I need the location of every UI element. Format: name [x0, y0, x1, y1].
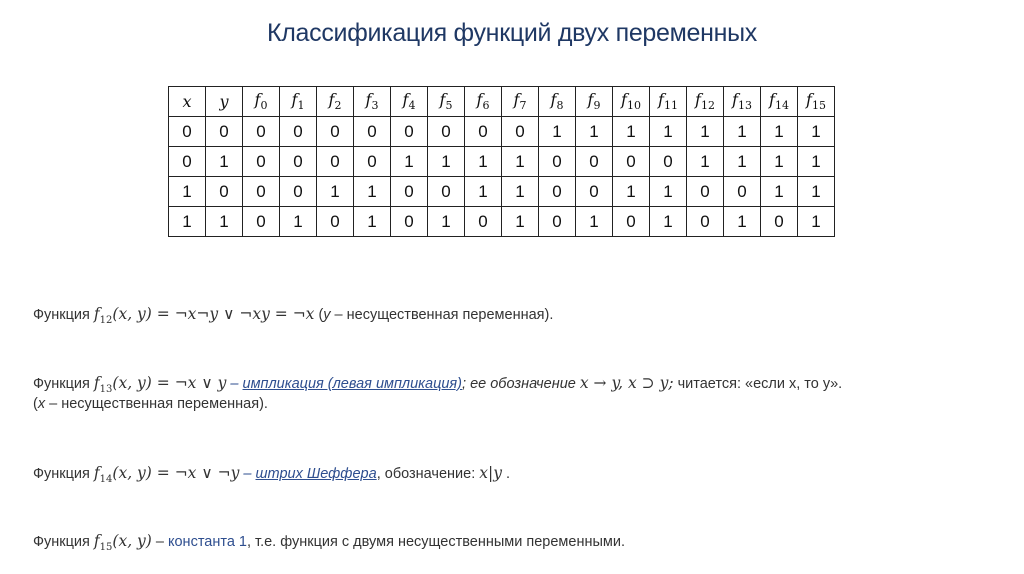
table-cell: 0 — [576, 177, 613, 207]
f14-notation: x|y — [479, 464, 503, 482]
f13-reads: читается: «если x, то y». — [673, 376, 843, 392]
truth-table-header-cell: $f_4$ — [391, 87, 428, 117]
table-cell: 1 — [724, 207, 761, 237]
table-cell: 0 — [761, 207, 798, 237]
table-cell: 0 — [206, 177, 243, 207]
f14-term: штрих Шеффера — [255, 466, 377, 482]
table-cell: 1 — [317, 177, 354, 207]
truth-table-header-cell: $f_{14}$ — [761, 87, 798, 117]
f13-line2-note: – несущественная переменная). — [45, 396, 268, 412]
table-cell: 1 — [428, 207, 465, 237]
f15-formula: (x, y) — [112, 532, 152, 550]
table-cell: 0 — [169, 147, 206, 177]
table-cell: 1 — [687, 147, 724, 177]
f12-formula: (x, y) = ¬x¬y ∨ ¬xy = ¬x — [112, 305, 315, 323]
f12-variable: y — [323, 307, 331, 323]
f15-function-symbol: $f_{15}$ — [93, 532, 113, 554]
f15-dash: – — [151, 534, 168, 550]
f13-term: импликация (левая импликация) — [242, 376, 463, 392]
f15-term: константа 1 — [167, 534, 247, 550]
truth-table-header-cell: $f_3$ — [354, 87, 391, 117]
f13-function-symbol: $f_{13}$ — [93, 374, 113, 396]
truth-table-header-cell: $f_6$ — [465, 87, 502, 117]
f13-description-line2: (x – несущественная переменная). — [33, 396, 268, 412]
table-cell: 1 — [650, 177, 687, 207]
table-cell: 0 — [391, 207, 428, 237]
table-cell: 1 — [650, 117, 687, 147]
f14-prefix: Функция — [33, 466, 94, 482]
f13-formula: (x, y) = ¬x ∨ y — [112, 374, 227, 392]
table-cell: 1 — [428, 147, 465, 177]
table-cell: 0 — [465, 117, 502, 147]
table-cell: 0 — [354, 147, 391, 177]
truth-table-header-cell: $f_{10}$ — [613, 87, 650, 117]
table-cell: 1 — [169, 177, 206, 207]
table-cell: 1 — [650, 207, 687, 237]
table-cell: 1 — [798, 177, 835, 207]
table-cell: 0 — [576, 147, 613, 177]
table-cell: 1 — [576, 117, 613, 147]
truth-table-header-cell: $f_9$ — [576, 87, 613, 117]
truth-table-header-cell: $f_{15}$ — [798, 87, 835, 117]
table-row — [169, 207, 835, 237]
table-cell: 0 — [317, 147, 354, 177]
f14-description — [33, 464, 510, 485]
truth-table-header-cell: x — [169, 87, 206, 117]
table-cell: 1 — [354, 207, 391, 237]
table-cell: 0 — [243, 117, 280, 147]
f12-function-symbol: $f_{12}$ — [93, 305, 113, 327]
table-cell: 1 — [206, 207, 243, 237]
table-cell: 0 — [206, 117, 243, 147]
table-cell: 0 — [280, 117, 317, 147]
table-cell: 0 — [613, 207, 650, 237]
table-cell: 0 — [169, 117, 206, 147]
table-cell: 0 — [391, 117, 428, 147]
f14-end: . — [502, 466, 511, 482]
table-cell: 1 — [502, 177, 539, 207]
table-cell: 1 — [798, 207, 835, 237]
table-cell: 0 — [391, 177, 428, 207]
table-cell: 0 — [428, 117, 465, 147]
table-cell: 0 — [724, 177, 761, 207]
f14-function-symbol: $f_{14}$ — [93, 464, 113, 486]
table-cell: 1 — [724, 147, 761, 177]
f12-note: – несущественная переменная). — [330, 307, 554, 323]
table-cell: 0 — [317, 117, 354, 147]
table-cell: 1 — [724, 117, 761, 147]
f15-prefix: Функция — [33, 534, 94, 550]
table-cell: 0 — [465, 207, 502, 237]
truth-table-header-cell: $f_0$ — [243, 87, 280, 117]
slide-title: Классификация функций двух переменных — [266, 19, 758, 47]
truth-table-header-cell: $f_7$ — [502, 87, 539, 117]
table-cell: 1 — [391, 147, 428, 177]
truth-table-header-row — [169, 87, 835, 117]
table-cell: 0 — [650, 147, 687, 177]
table-cell: 1 — [798, 147, 835, 177]
table-cell: 0 — [243, 147, 280, 177]
table-cell: 0 — [354, 117, 391, 147]
table-cell: 0 — [687, 177, 724, 207]
f14-dash: – — [239, 466, 256, 482]
table-cell: 0 — [280, 177, 317, 207]
table-cell: 1 — [761, 147, 798, 177]
table-cell: 1 — [687, 117, 724, 147]
table-row — [169, 177, 835, 207]
f14-formula: (x, y) = ¬x ∨ ¬y — [112, 464, 240, 482]
f15-description — [33, 532, 625, 553]
f14-mid: , обозначение: — [376, 466, 480, 482]
table-cell: 1 — [465, 147, 502, 177]
truth-table-header-cell: $f_8$ — [539, 87, 576, 117]
table-cell: 0 — [539, 177, 576, 207]
table-cell: 1 — [761, 177, 798, 207]
truth-table-header-cell: y — [206, 87, 243, 117]
table-cell: 1 — [354, 177, 391, 207]
table-cell: 0 — [243, 207, 280, 237]
table-cell: 1 — [576, 207, 613, 237]
f13-description — [33, 374, 842, 395]
truth-table — [168, 86, 835, 237]
table-cell: 0 — [539, 147, 576, 177]
table-cell: 1 — [761, 117, 798, 147]
table-cell: 1 — [613, 117, 650, 147]
f15-rest: , т.е. функция с двумя несущественными переменными. — [247, 534, 625, 550]
table-cell: 0 — [613, 147, 650, 177]
table-cell: 0 — [280, 147, 317, 177]
f13-prefix: Функция — [33, 376, 94, 392]
truth-table-header-cell: $f_1$ — [280, 87, 317, 117]
truth-table-header-cell: $f_2$ — [317, 87, 354, 117]
table-cell: 1 — [613, 177, 650, 207]
table-cell: 1 — [465, 177, 502, 207]
table-cell: 0 — [502, 117, 539, 147]
table-cell: 1 — [539, 117, 576, 147]
f13-dash: – — [226, 376, 243, 392]
table-cell: 1 — [502, 207, 539, 237]
table-cell: 0 — [243, 177, 280, 207]
f13-mid: ; ее обозначение — [462, 376, 580, 392]
table-cell: 1 — [169, 207, 206, 237]
table-cell: 1 — [206, 147, 243, 177]
truth-table-header-cell: $f_5$ — [428, 87, 465, 117]
table-row — [169, 147, 835, 177]
table-cell: 0 — [687, 207, 724, 237]
f12-prefix: Функция — [33, 307, 94, 323]
table-cell: 0 — [428, 177, 465, 207]
truth-table-header-cell: $f_{13}$ — [724, 87, 761, 117]
table-cell: 0 — [539, 207, 576, 237]
truth-table-header-cell: $f_{12}$ — [687, 87, 724, 117]
f12-description: Функция $f_{12}(x$, y) = ¬x¬y ∨ ¬xy = ¬x (y – несущественная переменная). — [33, 305, 554, 327]
table-cell: 1 — [502, 147, 539, 177]
truth-table-header-cell: $f_{11}$ — [650, 87, 687, 117]
table-cell: 1 — [798, 117, 835, 147]
table-cell: 0 — [317, 207, 354, 237]
f13-line2-variable: x — [37, 396, 46, 412]
table-row — [169, 117, 835, 147]
truth-table-body — [169, 117, 835, 237]
table-cell: 1 — [280, 207, 317, 237]
f13-notation: x → y, x ⊃ y; — [579, 374, 674, 392]
